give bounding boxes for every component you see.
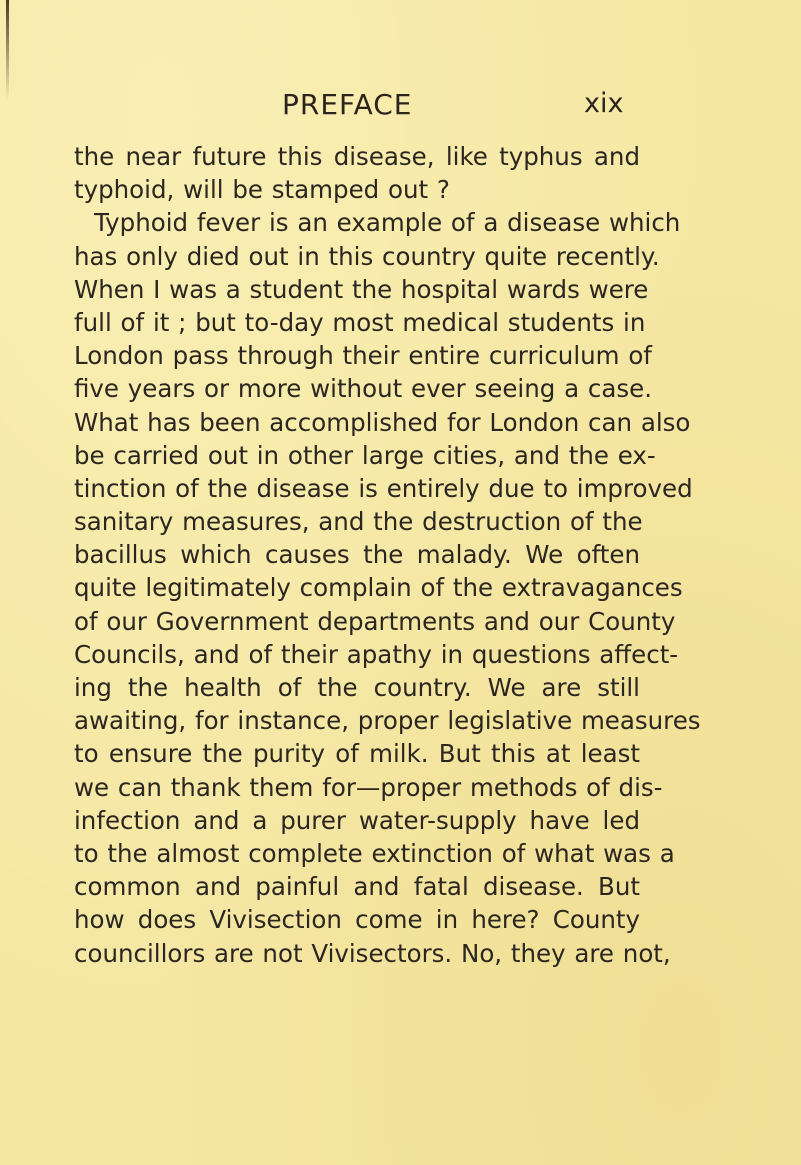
text-line: tinction of the disease is entirely due to improved	[74, 473, 693, 503]
text-line: common and painful and fatal disease. But	[74, 872, 640, 902]
running-head	[0, 88, 801, 128]
text-line: has only died out in this country quite recently.	[74, 241, 660, 271]
text-line: quite legitimately complain of the extravagances	[74, 573, 683, 603]
text-line: full of it ; but to-day most medical students in	[74, 307, 646, 337]
paragraph-start-line: Typhoid fever is an example of a disease which	[94, 208, 681, 238]
running-head-title: PREFACE	[282, 88, 413, 121]
text-line: What has been accomplished for London can also	[74, 407, 691, 437]
text-line: to the almost complete extinction of what was a	[74, 838, 675, 868]
body-text	[74, 140, 701, 970]
text-line: sanitary measures, and the destruction of the	[74, 507, 643, 537]
text-line: we can thank them for—proper methods of dis-	[74, 772, 663, 802]
page-number: xix	[584, 88, 624, 119]
text-line: London pass through their entire curriculum of	[74, 341, 652, 371]
text-line: When I was a student the hospital wards were	[74, 274, 649, 304]
text-line: the near future this disease, like typhus and	[74, 142, 640, 171]
text-line: to ensure the purity of milk. But this at least	[74, 739, 640, 769]
text-line: typhoid, will be stamped out ?	[74, 175, 450, 205]
text-line: Councils, and of their apathy in questions affect-	[74, 639, 679, 669]
text-line: awaiting, for instance, proper legislative measures	[74, 706, 701, 736]
text-line: councillors are not Vivisectors. No, they are not,	[74, 938, 671, 968]
text-line: how does Vivisection come in here? County	[74, 905, 640, 935]
text-line: be carried out in other large cities, and the ex-	[74, 440, 656, 470]
text-line: ing the health of the country. We are still	[74, 673, 640, 702]
text-line: of our Government departments and our County	[74, 606, 676, 636]
page-edge-shadow	[6, 0, 9, 100]
text-line: infection and a purer water-supply have led	[74, 805, 640, 835]
text-line: bacillus which causes the malady. We often	[74, 540, 640, 570]
text-line: five years or more without ever seeing a case.	[74, 374, 652, 404]
